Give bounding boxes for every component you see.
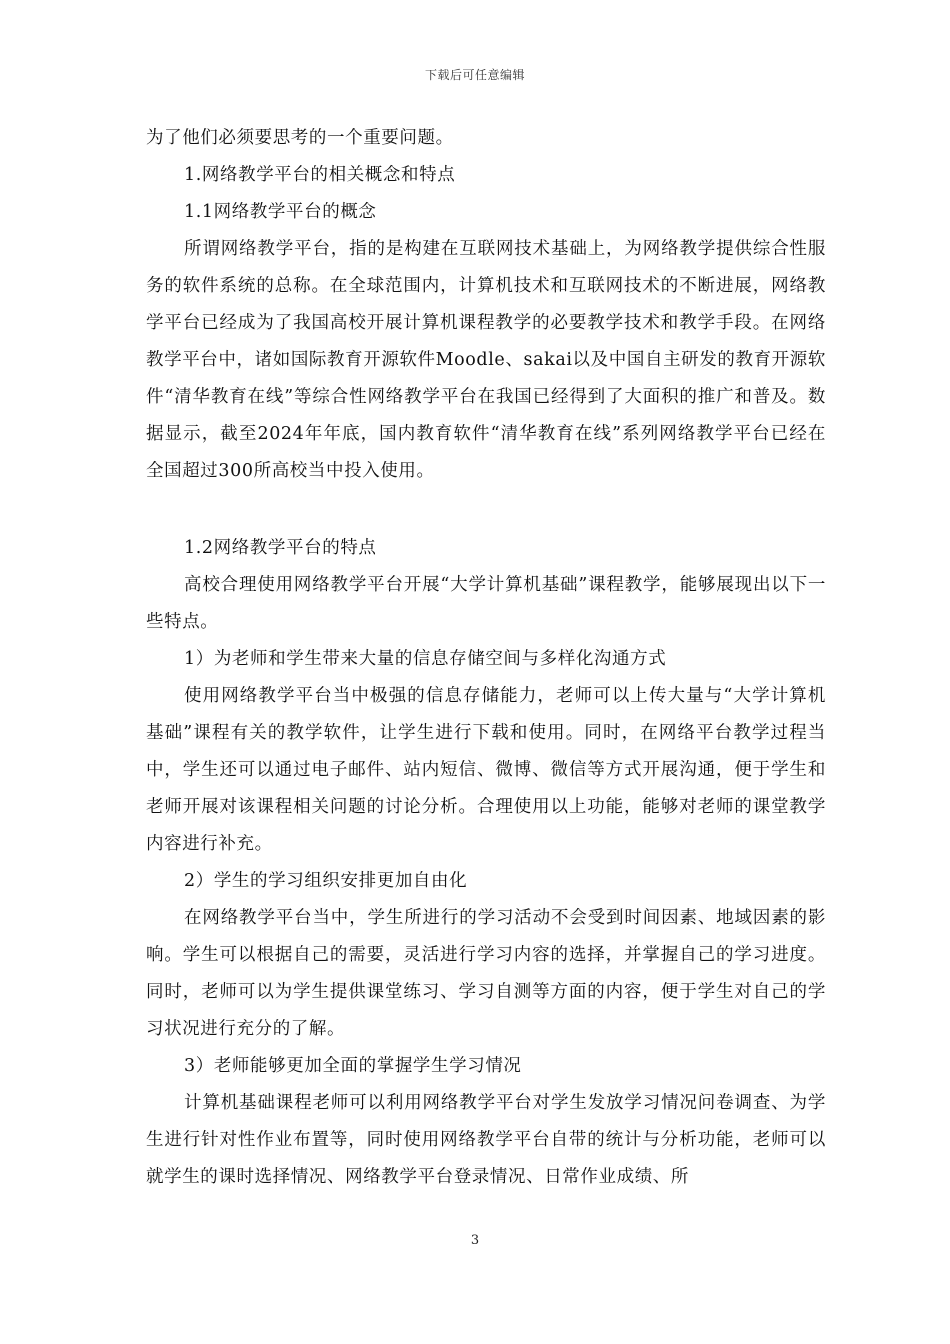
list-item-heading: 3）老师能够更加全面的掌握学生学习情况 bbox=[184, 1056, 522, 1076]
body-paragraph: 在网络教学平台当中，学生所进行的学习活动不会受到时间因素、地域因素的影响。学生可以根据自己的需要，灵活进行学习内容的选择，并掌握自己的学习进度。同时，老师可以为学生提供课堂练习、学习自测等方面的内容，便于学生对自己的学习状况进行充分的了解。 bbox=[146, 908, 826, 1039]
list-item-heading: 1）为老师和学生带来大量的信息存储空间与多样化沟通方式 bbox=[184, 649, 667, 669]
body-paragraph: 高校合理使用网络教学平台开展“大学计算机基础”课程教学，能够展现出以下一些特点。 bbox=[146, 575, 826, 632]
subsection-heading: 1.1网络教学平台的概念 bbox=[184, 202, 377, 222]
body-paragraph: 使用网络教学平台当中极强的信息存储能力，老师可以上传大量与“大学计算机基础”课程有关的教学软件，让学生进行下载和使用。同时，在网络平台教学过程当中，学生还可以通过电子邮件、站内短信、微博、微信等方式开展沟通，便于学生和老师开展对该课程相关问题的讨论分析。合理使用以上功能，能够对老师的课堂教学内容进行补充。 bbox=[146, 686, 826, 854]
page-header: 下载后可任意编辑 bbox=[424, 68, 525, 82]
body-paragraph: 为了他们必须要思考的一个重要问题。 bbox=[146, 128, 454, 148]
subsection-heading: 1.2网络教学平台的特点 bbox=[184, 538, 377, 558]
page-number: 3 bbox=[470, 1233, 480, 1248]
section-heading: 1.网络教学平台的相关概念和特点 bbox=[184, 165, 456, 185]
body-paragraph: 所谓网络教学平台，指的是构建在互联网技术基础上，为网络教学提供综合性服务的软件系统的总称。在全球范围内，计算机技术和互联网技术的不断进展，网络教学平台已经成为了我国高校开展计算机课程教学的必要教学技术和教学手段。在网络教学平台中，诸如国际教育开源软件Moodle、sakai以及中国自主研发的教育开源软件“清华教育在线”等综合性网络教学平台在我国已经得到了大面积的推广和普及。数据显示，截至2024年年底，国内教育软件“清华教育在线”系列网络教学平台已经在全国超过300所高校当中投入使用。 bbox=[146, 239, 826, 481]
list-item-heading: 2）学生的学习组织安排更加自由化 bbox=[184, 871, 468, 891]
body-paragraph: 计算机基础课程老师可以利用网络教学平台对学生发放学习情况问卷调查、为学生进行针对性作业布置等，同时使用网络教学平台自带的统计与分析功能，老师可以就学生的课时选择情况、网络教学平台登录情况、日常作业成绩、所 bbox=[146, 1093, 826, 1187]
